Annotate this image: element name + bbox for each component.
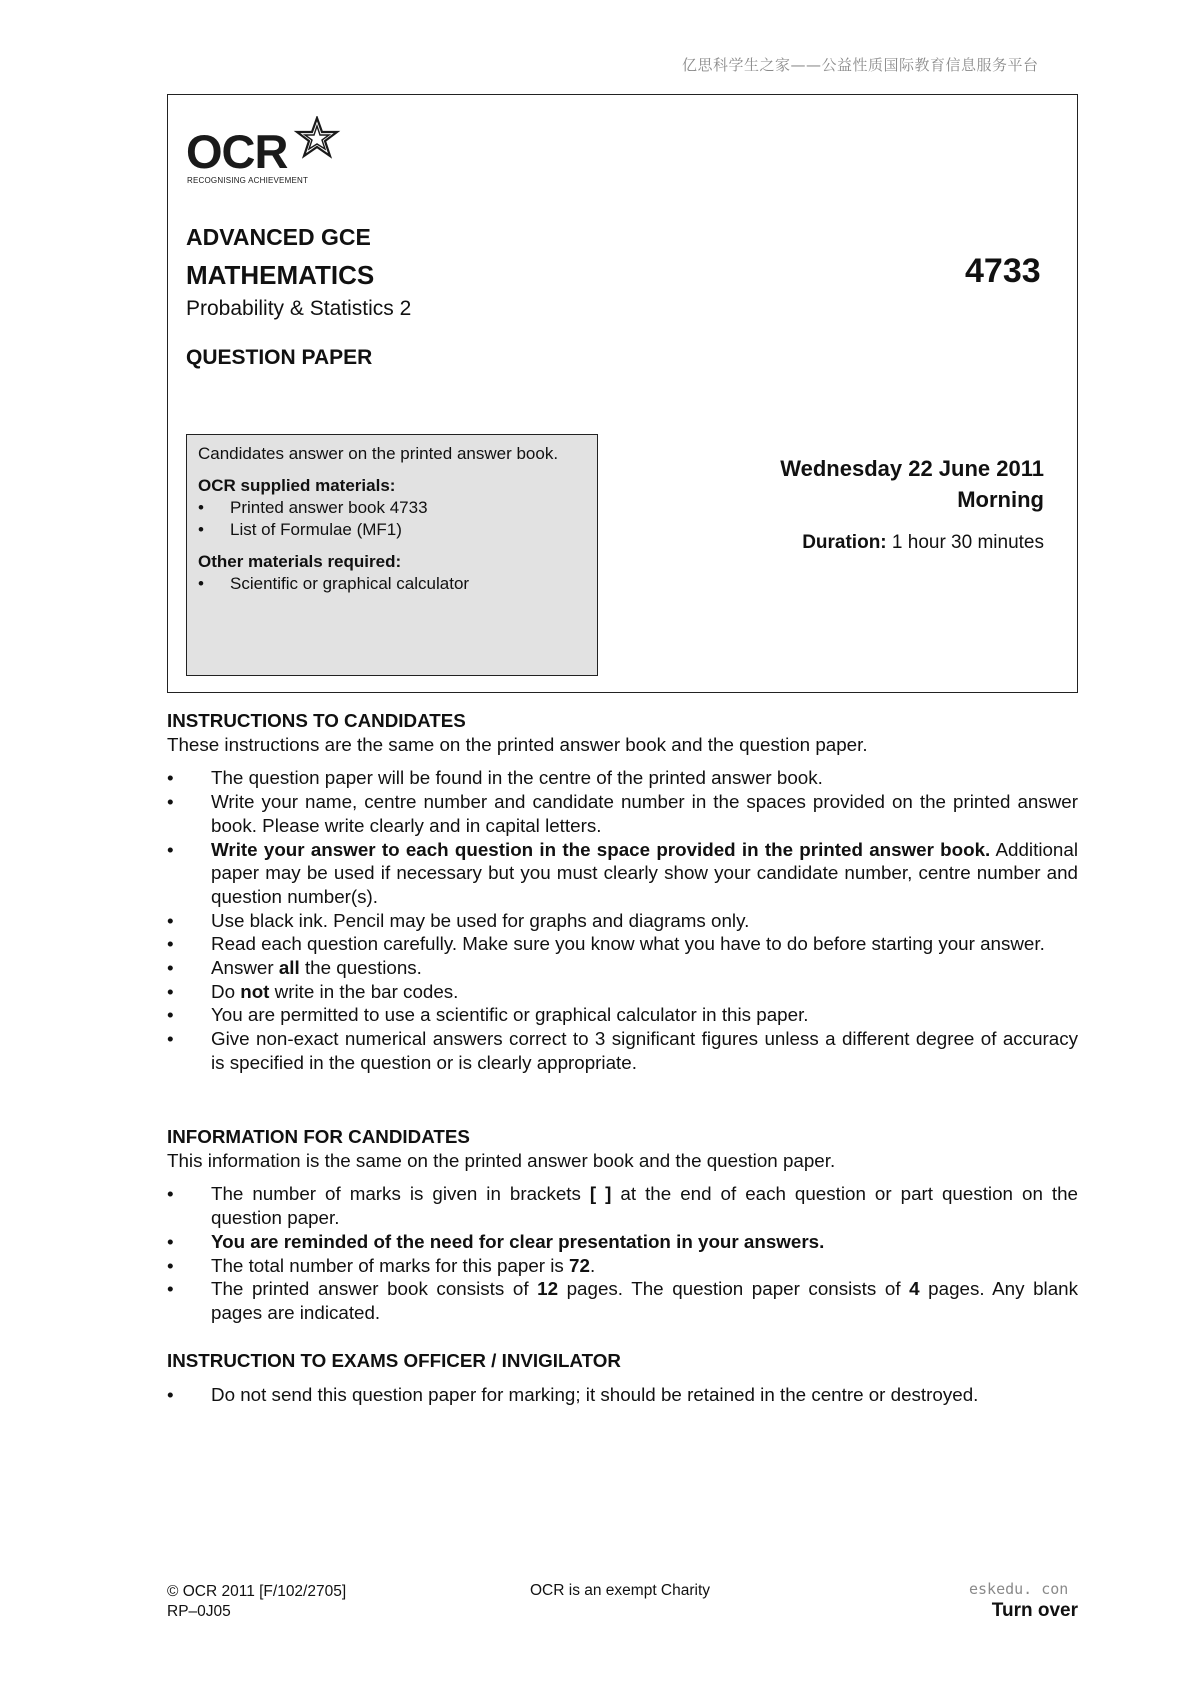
footer-watermark: eskedu. con xyxy=(969,1580,1069,1598)
supplied-item-text: List of Formulae (MF1) xyxy=(230,520,402,539)
supplied-item: • List of Formulae (MF1) xyxy=(198,520,402,539)
list-item: • The question paper will be found in the centre of the printed answer book. xyxy=(167,767,823,789)
list-item: • The printed answer book consists of 12 pages. The question paper consists of 4 pages. Any blank pages are indicated. xyxy=(167,1278,1078,1323)
list-item-text: You are permitted to use a scientific or graphical calculator in this paper. xyxy=(211,1004,809,1026)
list-item: • You are reminded of the need for clear presentation in your answers. xyxy=(167,1230,825,1252)
duration-value: 1 hour 30 minutes xyxy=(891,532,1044,553)
list-item: • Use black ink. Pencil may be used for graphs and diagrams only. xyxy=(167,909,750,931)
list-item: • Do not write in the bar codes. xyxy=(167,980,459,1002)
instructions-section xyxy=(167,709,1078,1075)
reference-code: RP–0J05 xyxy=(167,1603,231,1620)
qualification: ADVANCED GCE xyxy=(186,224,371,250)
turn-over: Turn over xyxy=(991,1600,1078,1621)
logo-tagline: RECOGNISING ACHIEVEMENT xyxy=(187,176,309,185)
paper-code: 4733 xyxy=(965,252,1041,290)
exam-duration xyxy=(802,532,1044,554)
supplied-item: • Printed answer book 4733 xyxy=(198,498,428,517)
officer-title: INSTRUCTION TO EXAMS OFFICER / INVIGILATOR xyxy=(167,1350,621,1371)
copyright: © OCR 2011 [F/102/2705] xyxy=(167,1583,347,1600)
list-item: • Do not send this question paper for marking; it should be retained in the centre or destroyed. xyxy=(167,1383,979,1405)
materials-intro: Candidates answer on the printed answer book. xyxy=(198,444,559,463)
exam-session: Morning xyxy=(957,487,1044,512)
star-logo-icon xyxy=(293,116,341,160)
list-item-text: Write your answer to each question in the space provided in the printed answer book. Additional paper may be used if necessary but you must clearly show your candidate number, centre number and question number(s). xyxy=(211,838,1078,907)
other-heading: Other materials required: xyxy=(198,552,402,571)
instructions-intro: These instructions are the same on the printed answer book and the question paper. xyxy=(167,733,868,755)
paper-type: QUESTION PAPER xyxy=(186,346,373,369)
list-item: • Read each question carefully. Make sure you know what you have to do before starting your answer. xyxy=(167,933,1045,955)
information-title: INFORMATION FOR CANDIDATES xyxy=(167,1126,470,1147)
information-intro: This information is the same on the printed answer book and the question paper. xyxy=(167,1149,836,1171)
list-item-text: The number of marks is given in brackets [ ] at the end of each question or part question on the question paper. xyxy=(211,1183,1078,1229)
information-list xyxy=(167,1182,1078,1324)
logo-text: OCR xyxy=(186,125,288,178)
list-item: • Give non-exact numerical answers correct to 3 significant figures unless a different degree of accuracy is specified in the question or is clearly appropriate. xyxy=(167,1028,1078,1073)
materials-box xyxy=(186,434,598,676)
list-item-text: You are reminded of the need for clear presentation in your answers. xyxy=(211,1230,825,1252)
exam-date: Wednesday 22 June 2011 xyxy=(780,456,1044,481)
instructions-list xyxy=(167,766,1078,1074)
list-item-text: Do not send this question paper for marking; it should be retained in the centre or destroyed. xyxy=(211,1383,979,1405)
footer-left xyxy=(167,1582,346,1622)
instructions-title: INSTRUCTIONS TO CANDIDATES xyxy=(167,710,466,731)
list-item: • The number of marks is given in brackets [ ] at the end of each question or part question on the question paper. xyxy=(167,1183,1078,1229)
supplied-heading: OCR supplied materials: xyxy=(198,476,396,495)
list-item-text: Write your name, centre number and candidate number in the spaces provided on the printed answer book. Please write clearly and in capital letters. xyxy=(211,791,1078,836)
list-item: • Write your name, centre number and candidate number in the spaces provided on the printed answer book. Please write clearly and in capital letters. xyxy=(167,791,1078,836)
officer-list xyxy=(167,1383,1078,1407)
charity-note: OCR is an exempt Charity xyxy=(530,1582,711,1599)
unit-title: Probability & Statistics 2 xyxy=(186,297,412,320)
top-watermark: 亿思科学生之家——公益性质国际教育信息服务平台 xyxy=(682,56,1039,74)
ocr-logo xyxy=(186,116,346,188)
officer-section xyxy=(167,1349,1078,1406)
list-item-text: The printed answer book consists of 12 pages. The question paper consists of 4 pages. Any blank pages are indicated. xyxy=(211,1278,1078,1323)
duration-label: Duration: xyxy=(802,532,887,553)
list-item-text: Do not write in the bar codes. xyxy=(211,980,459,1002)
list-item-text: The question paper will be found in the centre of the printed answer book. xyxy=(211,767,823,789)
exam-date-block xyxy=(780,453,1044,515)
other-item: • Scientific or graphical calculator xyxy=(198,574,470,593)
list-item: • You are permitted to use a scientific or graphical calculator in this paper. xyxy=(167,1004,809,1026)
subject-title: MATHEMATICS xyxy=(186,260,375,290)
list-item-text: The total number of marks for this paper is 72. xyxy=(211,1254,596,1276)
list-item: • The total number of marks for this paper is 72. xyxy=(167,1254,596,1276)
other-item-text: Scientific or graphical calculator xyxy=(230,574,470,593)
list-item: • Write your answer to each question in the space provided in the printed answer book. Additional paper may be used if necessary but you must clearly show your candidate number, centre number and question number(s). xyxy=(167,838,1078,907)
supplied-item-text: Printed answer book 4733 xyxy=(230,498,428,517)
list-item-text: Give non-exact numerical answers correct to 3 significant figures unless a different degree of accuracy is specified in the question or is clearly appropriate. xyxy=(211,1028,1078,1073)
information-section xyxy=(167,1125,1078,1325)
list-item-text: Read each question carefully. Make sure you know what you have to do before starting your answer. xyxy=(211,933,1045,955)
list-item-text: Answer all the questions. xyxy=(211,957,422,979)
list-item: • Answer all the questions. xyxy=(167,957,422,979)
list-item-text: Use black ink. Pencil may be used for graphs and diagrams only. xyxy=(211,909,750,931)
